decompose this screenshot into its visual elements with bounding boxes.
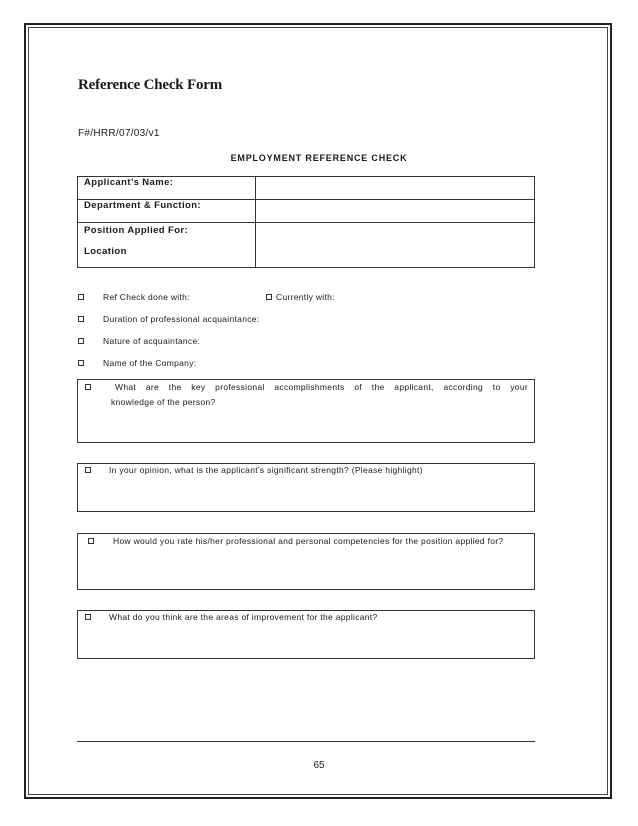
location-label: Location bbox=[84, 246, 127, 257]
improvement-checkbox[interactable] bbox=[85, 614, 91, 620]
page-number: 65 bbox=[313, 760, 325, 771]
nature-checkbox[interactable] bbox=[78, 338, 84, 344]
company-checkbox[interactable] bbox=[78, 360, 84, 366]
competencies-question: How would you rate his/her professional and personal competencies for the position applied for? bbox=[113, 536, 504, 546]
department-field[interactable] bbox=[255, 200, 534, 223]
position-location-field[interactable] bbox=[255, 223, 534, 268]
table-row bbox=[78, 200, 535, 223]
competencies-checkbox[interactable] bbox=[88, 538, 94, 544]
company-label: Name of the Company: bbox=[103, 358, 197, 368]
question-box-accomplishments[interactable] bbox=[77, 379, 535, 443]
department-label: Department & Function: bbox=[78, 200, 256, 223]
applicant-name-label: Applicant’s Name: bbox=[78, 177, 256, 200]
question-box-improvement[interactable] bbox=[77, 610, 535, 659]
form-code: F#/HRR/07/03/v1 bbox=[78, 128, 160, 139]
ref-check-label: Ref Check done with: bbox=[103, 292, 190, 302]
currently-with-item bbox=[266, 292, 335, 302]
question-box-strength[interactable] bbox=[77, 463, 535, 512]
improvement-question: What do you think are the areas of improvement for the applicant? bbox=[109, 612, 378, 622]
strength-checkbox[interactable] bbox=[85, 467, 91, 473]
currently-with-checkbox[interactable] bbox=[266, 294, 272, 300]
footer-divider bbox=[77, 741, 535, 742]
currently-with-label: Currently with: bbox=[276, 292, 335, 302]
ref-check-checkbox[interactable] bbox=[78, 294, 84, 300]
position-location-cell bbox=[78, 223, 256, 268]
table-row bbox=[78, 223, 535, 268]
accomplishments-question-line2: knowledge of the person? bbox=[111, 397, 216, 407]
applicant-name-field[interactable] bbox=[255, 177, 534, 200]
accomplishments-question-line1: What are the key professional accomplishments of the applicant, according to your bbox=[115, 382, 528, 392]
document-title: Reference Check Form bbox=[78, 77, 222, 93]
table-row bbox=[78, 177, 535, 200]
accomplishments-checkbox[interactable] bbox=[85, 384, 91, 390]
question-box-competencies[interactable] bbox=[77, 533, 535, 590]
applicant-info-table bbox=[77, 176, 535, 268]
section-heading: EMPLOYMENT REFERENCE CHECK bbox=[230, 153, 408, 163]
duration-checkbox[interactable] bbox=[78, 316, 84, 322]
nature-label: Nature of acquaintance: bbox=[103, 336, 201, 346]
duration-label: Duration of professional acquaintance: bbox=[103, 314, 260, 324]
strength-question: In your opinion, what is the applicant’s significant strength? (Please highlight) bbox=[109, 465, 423, 475]
position-label: Position Applied For: bbox=[84, 225, 189, 236]
